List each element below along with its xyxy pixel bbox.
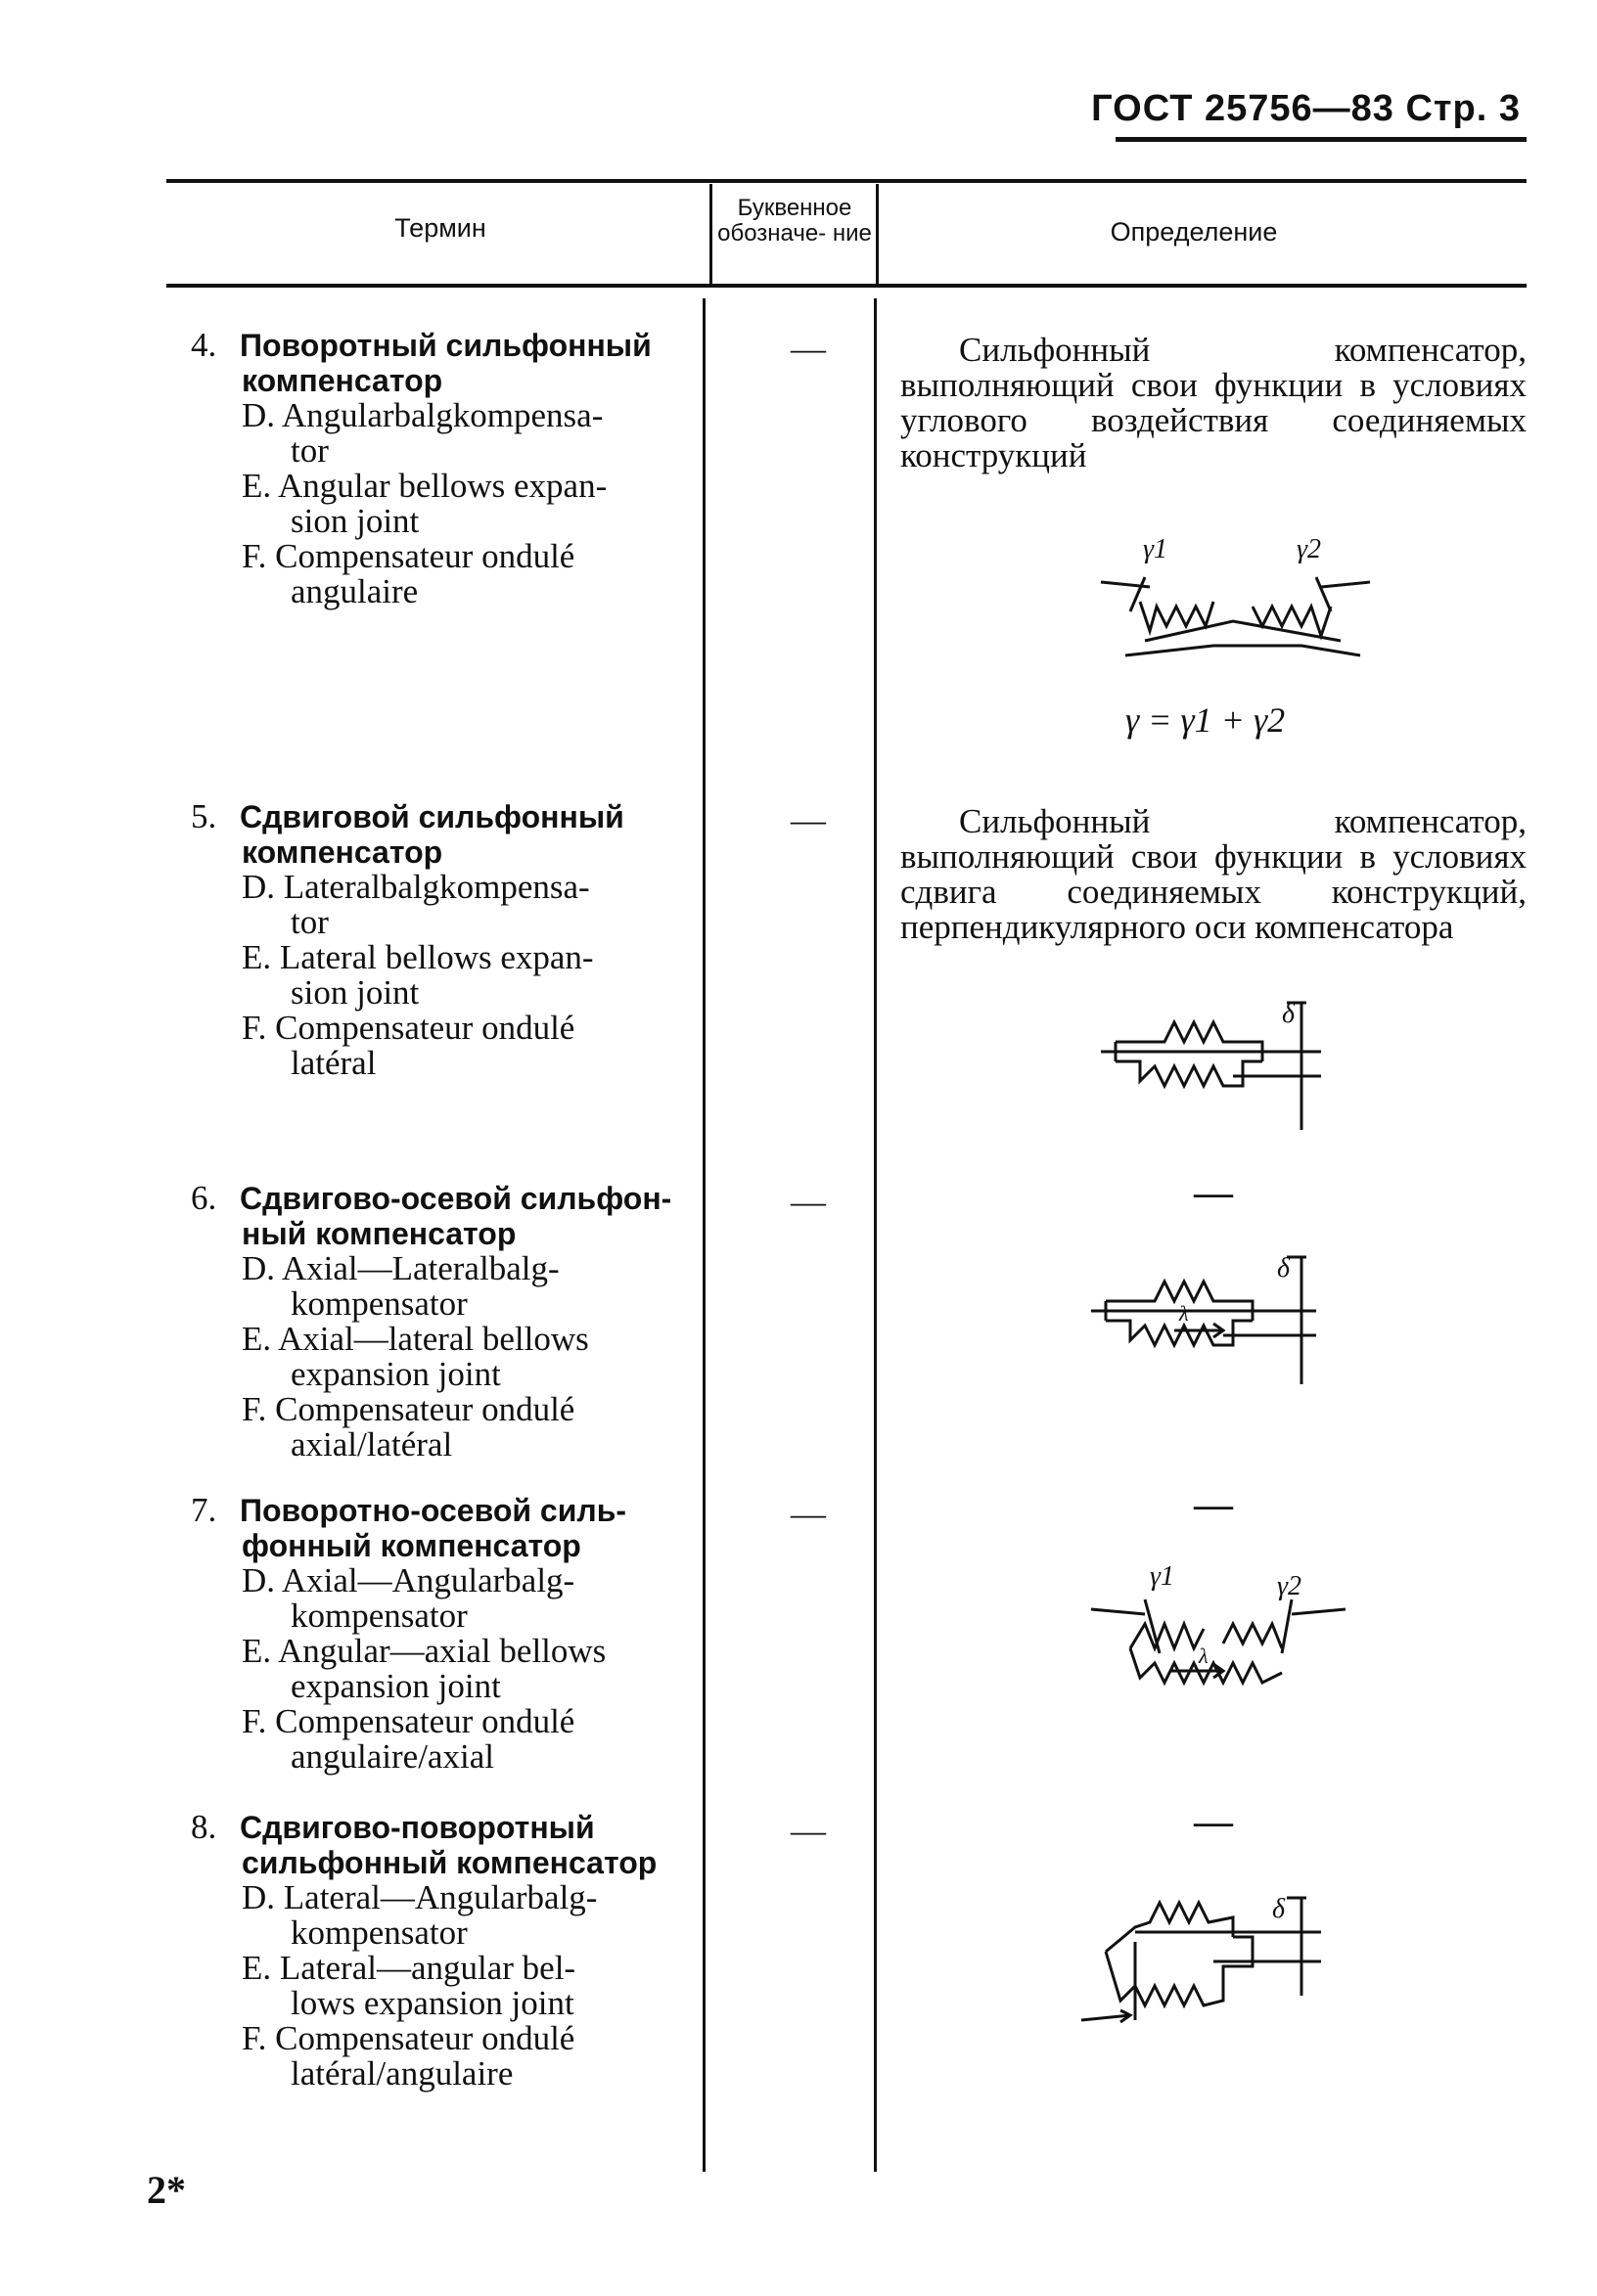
definition-row-4: Сильфонный компенсатор, выполняющий свои функции в условиях углового воздействия соединяемых конструкций bbox=[900, 331, 1527, 474]
term-name: Поворотно-осевой силь- bbox=[240, 1493, 627, 1528]
term-fr: F. Compensateur ondulé bbox=[242, 1009, 575, 1047]
term-name: Сдвиговой сильфонный bbox=[240, 799, 624, 834]
term-de: D. Axial—Lateralbalg- bbox=[242, 1249, 560, 1287]
delta-label: δ bbox=[1282, 999, 1296, 1029]
term-name-cont: компенсатор bbox=[242, 363, 443, 398]
term-name: Сдвигово-осевой сильфон- bbox=[240, 1181, 672, 1216]
definition-row-7: — bbox=[1194, 1482, 1233, 1526]
term-de-cont: tor bbox=[291, 431, 329, 470]
col-header-definition: Определение bbox=[1110, 217, 1278, 247]
term-name: Поворотный сильфонный bbox=[240, 328, 652, 363]
code-row-7: — bbox=[791, 1494, 826, 1533]
angular-axial-compensator-figure bbox=[1086, 1555, 1350, 1727]
term-de: D. Axial—Angularbalg- bbox=[242, 1561, 575, 1599]
term-fr-cont: angulaire bbox=[291, 572, 419, 610]
term-fr: F. Compensateur ondulé bbox=[242, 1390, 575, 1428]
code-row-8: — bbox=[791, 1811, 826, 1850]
term-row-6 bbox=[191, 1181, 695, 1463]
term-en: E. Angular—axial bellows bbox=[242, 1632, 607, 1670]
term-de: D. Lateral—Angularbalg- bbox=[242, 1878, 598, 1916]
term-number: 5. bbox=[191, 797, 217, 835]
term-en-cont: sion joint bbox=[291, 502, 420, 540]
term-de: D. Angularbalgkompensa- bbox=[242, 396, 604, 434]
term-de-cont: kompensator bbox=[291, 1913, 468, 1952]
gamma1-label: γ1 bbox=[1150, 1561, 1175, 1592]
definition-row-8: — bbox=[1194, 1799, 1233, 1843]
term-number: 8. bbox=[191, 1808, 217, 1846]
term-en-cont: expansion joint bbox=[291, 1355, 501, 1393]
col-header-code: Буквенное обозначе- ние bbox=[717, 195, 872, 247]
term-row-8 bbox=[191, 1810, 695, 2092]
angle-formula: γ = γ1 + γ2 bbox=[1125, 700, 1286, 740]
page-header: ГОСТ 25756—83 Стр. 3 bbox=[1091, 88, 1521, 129]
term-en: E. Lateral bellows expan- bbox=[242, 938, 594, 976]
definition-row-5: Сильфонный компенсатор, выполняющий свои функции в условиях сдвига соединяемых конструкций, перпендикулярного оси компенсатора bbox=[900, 802, 1527, 946]
code-row-4: — bbox=[791, 329, 826, 368]
term-name-cont: сильфонный компенсатор bbox=[242, 1845, 658, 1880]
code-row-6: — bbox=[791, 1182, 826, 1221]
term-en-cont: lows expansion joint bbox=[291, 1984, 574, 2022]
delta-label: δ bbox=[1277, 1253, 1291, 1283]
term-fr-cont: angulaire/axial bbox=[291, 1737, 494, 1776]
term-fr: F. Compensateur ondulé bbox=[242, 537, 575, 575]
term-fr-cont: latéral/angulaire bbox=[291, 2054, 514, 2093]
definition-row-6: — bbox=[1194, 1170, 1233, 1214]
term-name-cont: компенсатор bbox=[242, 834, 443, 870]
term-number: 7. bbox=[191, 1491, 217, 1529]
term-row-4 bbox=[191, 328, 695, 609]
angular-compensator-figure bbox=[1096, 528, 1350, 685]
delta-label: δ bbox=[1272, 1894, 1286, 1924]
term-de-cont: kompensator bbox=[291, 1597, 468, 1635]
table-top-rule bbox=[166, 179, 1527, 183]
term-en: E. Angular bellows expan- bbox=[242, 467, 608, 505]
header-rule bbox=[1116, 137, 1527, 142]
term-name-cont: ный компенсатор bbox=[242, 1216, 517, 1251]
term-de: D. Lateralbalgkompensa- bbox=[242, 868, 590, 906]
page-footer-mark: 2* bbox=[147, 2168, 186, 2212]
term-en-cont: expansion joint bbox=[291, 1667, 501, 1705]
term-number: 4. bbox=[191, 326, 217, 364]
code-row-5: — bbox=[791, 800, 826, 839]
gamma1-label: γ1 bbox=[1143, 534, 1168, 564]
gamma2-label: γ2 bbox=[1297, 534, 1322, 564]
lateral-angular-compensator-figure bbox=[1076, 1878, 1331, 2040]
col-divider-1 bbox=[703, 298, 706, 2172]
col-divider-2 bbox=[874, 298, 877, 2172]
term-name-cont: фонный компенсатор bbox=[242, 1528, 581, 1563]
lambda-label: λ bbox=[1199, 1643, 1209, 1668]
gamma2-label: γ2 bbox=[1277, 1571, 1302, 1601]
term-row-5 bbox=[191, 799, 695, 1081]
col-divider-1-header bbox=[709, 184, 712, 284]
lambda-label: λ bbox=[1179, 1301, 1189, 1326]
term-fr-cont: latéral bbox=[291, 1044, 377, 1082]
term-fr: F. Compensateur ondulé bbox=[242, 1702, 575, 1740]
term-de-cont: tor bbox=[291, 903, 329, 941]
col-header-term: Термин bbox=[394, 213, 486, 243]
table-header-rule bbox=[166, 284, 1527, 288]
term-number: 6. bbox=[191, 1179, 217, 1217]
term-en: E. Lateral—angular bel- bbox=[242, 1949, 576, 1987]
col-divider-2-header bbox=[876, 184, 879, 284]
term-fr-cont: axial/latéral bbox=[291, 1425, 453, 1463]
term-row-7 bbox=[191, 1493, 695, 1775]
term-en-cont: sion joint bbox=[291, 973, 420, 1012]
term-de-cont: kompensator bbox=[291, 1284, 468, 1323]
term-fr: F. Compensateur ondulé bbox=[242, 2019, 575, 2057]
axial-lateral-compensator-figure bbox=[1086, 1238, 1331, 1399]
lateral-compensator-figure bbox=[1096, 988, 1331, 1145]
term-name: Сдвигово-поворотный bbox=[240, 1810, 595, 1845]
term-en: E. Axial—lateral bellows bbox=[242, 1320, 589, 1358]
